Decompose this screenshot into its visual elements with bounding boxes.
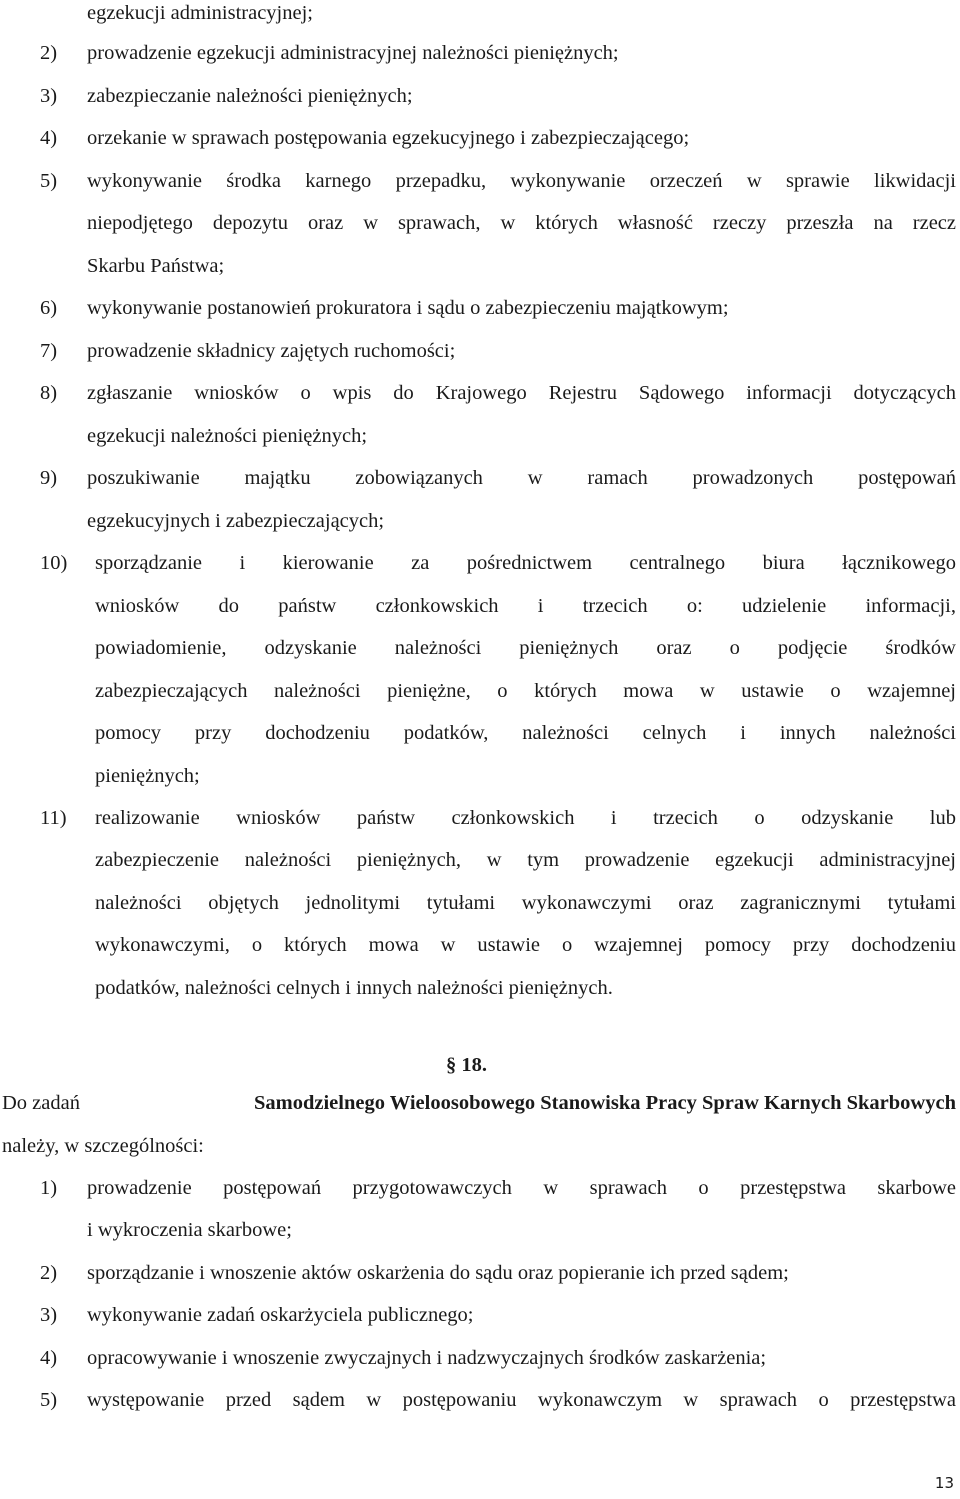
list-item-line: egzekucji należności pieniężnych; [87, 425, 368, 447]
list-item-line: wykonywanie postanowień prokuratora i sądu o zabezpieczeniu majątkowym; [87, 297, 729, 319]
list-item-line: realizowanie wniosków państw członkowskich i trzecich o odzyskanie lub [95, 807, 956, 829]
list-item-line: Skarbu Państwa; [87, 255, 225, 277]
list-item-line: egzekucji administracyjnej; [87, 2, 313, 24]
list-item-line: prowadzenie składnicy zajętych ruchomości; [87, 340, 456, 362]
list-item-line: i wykroczenia skarbowe; [87, 1219, 292, 1241]
list-item-line: podatków, należności celnych i innych należności pieniężnych. [95, 977, 613, 999]
list-item-line: prowadzenie egzekucji administracyjnej należności pieniężnych; [87, 42, 619, 64]
list-item-line: egzekucyjnych i zabezpieczających; [87, 510, 385, 532]
list-item-line: poszukiwanie majątku zobowiązanych w ramach prowadzonych postępowań [87, 467, 956, 489]
list-item-number: 2) [40, 1262, 58, 1284]
list-item-line: opracowywanie i wnoszenie zwyczajnych i nadzwyczajnych środków zaskarżenia; [87, 1347, 767, 1369]
list-item-number: 7) [40, 340, 58, 362]
list-item-number: 8) [40, 382, 58, 404]
list-item-line: zabezpieczenie należności pieniężnych, w tym prowadzenie egzekucji administracyjnej [95, 849, 956, 871]
list-item-number: 5) [40, 1389, 58, 1411]
list-item-line: sporządzanie i kierowanie za pośrednictwem centralnego biura łącznikowego [95, 552, 956, 574]
list-item-number: 3) [40, 85, 58, 107]
list-item-number: 1) [40, 1177, 58, 1199]
list-item-line: wykonawczymi, o których mowa w ustawie o wzajemnej pomocy przy dochodzeniu [95, 934, 956, 956]
section-intro-bold: Samodzielnego Wieloosobowego Stanowiska Pracy Spraw Karnych Skarbowych [254, 1092, 956, 1114]
list-item-line: orzekanie w sprawach postępowania egzekucyjnego i zabezpieczającego; [87, 127, 690, 149]
list-item-line: należności objętych jednolitymi tytułami wykonawczymi oraz zagranicznymi tytułami [95, 892, 956, 914]
list-item-number: 9) [40, 467, 58, 489]
list-item-line: pieniężnych; [95, 765, 200, 787]
list-item-number: 4) [40, 127, 58, 149]
list-item-number: 11) [40, 807, 67, 829]
page-number: 13 [934, 1474, 954, 1492]
list-item-line: zabezpieczanie należności pieniężnych; [87, 85, 413, 107]
list-item-line: zgłaszanie wniosków o wpis do Krajowego Rejestru Sądowego informacji dotyczących [87, 382, 956, 404]
section-number: § 18. [446, 1054, 487, 1076]
list-item-line: wniosków do państw członkowskich i trzecich o: udzielenie informacji, [95, 595, 956, 617]
list-item-number: 3) [40, 1304, 58, 1326]
section-intro-prefix: Do zadań [2, 1092, 86, 1114]
list-item-line: powiadomienie, odzyskanie należności pieniężnych oraz o podjęcie środków [95, 637, 956, 659]
list-item-line: pomocy przy dochodzeniu podatków, należności celnych i innych należności [95, 722, 956, 744]
list-item-number: 6) [40, 297, 58, 319]
list-item-line: występowanie przed sądem w postępowaniu wykonawczym w sprawach o przestępstwa [87, 1389, 956, 1411]
list-item-number: 5) [40, 170, 58, 192]
list-item-number: 2) [40, 42, 58, 64]
section-intro-suffix: należy, w szczególności: [2, 1135, 204, 1157]
list-item-number: 4) [40, 1347, 58, 1369]
list-item-line: wykonywanie zadań oskarżyciela publicznego; [87, 1304, 474, 1326]
list-item-line: niepodjętego depozytu oraz w sprawach, w których własność rzeczy przeszła na rzecz [87, 212, 956, 234]
list-item-line: wykonywanie środka karnego przepadku, wykonywanie orzeczeń w sprawie likwidacji [87, 170, 956, 192]
list-item-line: zabezpieczających należności pieniężne, o których mowa w ustawie o wzajemnej [95, 680, 956, 702]
list-item-line: prowadzenie postępowań przygotowawczych w sprawach o przestępstwa skarbowe [87, 1177, 956, 1199]
list-item-line: sporządzanie i wnoszenie aktów oskarżenia do sądu oraz popieranie ich przed sądem; [87, 1262, 789, 1284]
section-intro [2, 1090, 956, 1116]
list-item-number: 10) [40, 552, 68, 574]
